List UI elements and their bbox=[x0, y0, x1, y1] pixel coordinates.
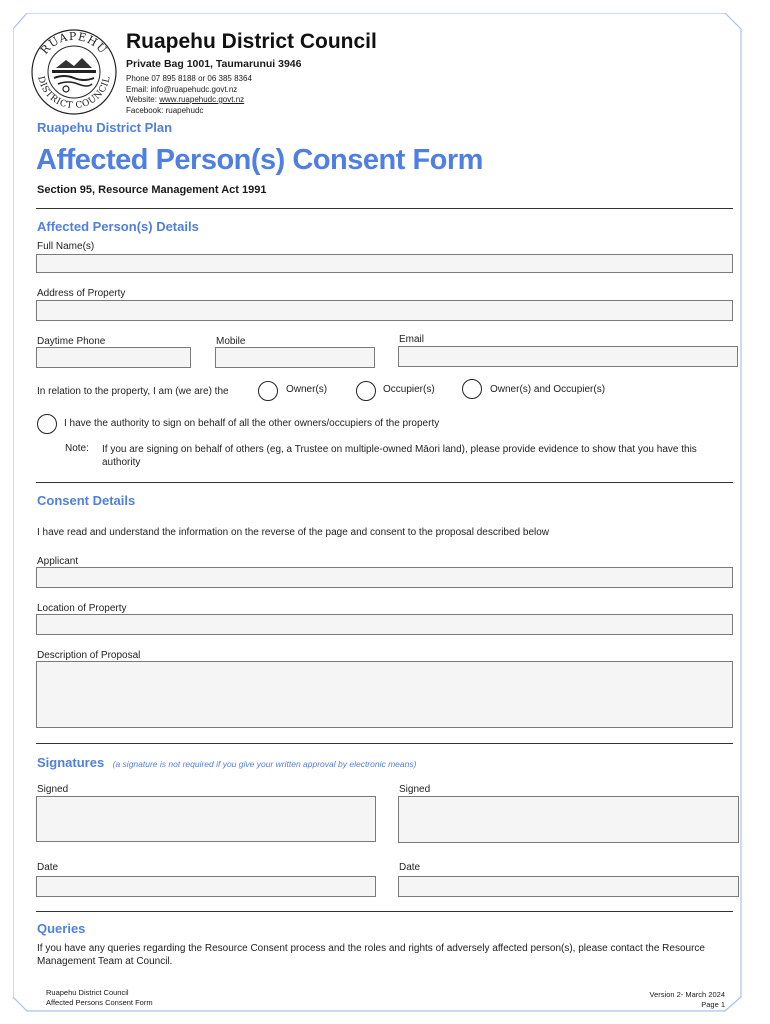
location-input[interactable] bbox=[36, 614, 733, 635]
signatures-heading-row bbox=[37, 754, 416, 772]
owner-and-occupier-label: Owner(s) and Occupier(s) bbox=[490, 384, 606, 395]
queries-text: If you have any queries regarding the Resource Consent process and the roles and rights of adversely affected person(s), please contact the Resource Management Team at Council. bbox=[37, 943, 705, 967]
consent-statement: I have read and understand the information on the reverse of the page and consent to the proposal described below bbox=[37, 527, 550, 538]
divider bbox=[36, 911, 733, 912]
consent-heading: Consent Details bbox=[37, 493, 136, 508]
form-title: Affected Person(s) Consent Form bbox=[36, 144, 483, 176]
daytime-phone-input[interactable] bbox=[36, 347, 191, 368]
note-label: Note: bbox=[65, 443, 89, 454]
signatures-heading: Signatures bbox=[37, 755, 105, 770]
footer-version: Version 2- March 2024 bbox=[649, 990, 725, 999]
email-input[interactable] bbox=[398, 346, 738, 367]
section-reference: Section 95, Resource Management Act 1991 bbox=[37, 184, 267, 196]
mobile-label: Mobile bbox=[216, 336, 246, 347]
signature-box-1[interactable] bbox=[36, 796, 376, 842]
contact-block bbox=[126, 74, 252, 116]
website-prefix: Website: bbox=[126, 95, 160, 104]
signed-label-1: Signed bbox=[37, 784, 69, 795]
svg-text:DISTRICT COUNCIL: DISTRICT COUNCIL bbox=[35, 75, 113, 112]
owner-option-label: Owner(s) bbox=[286, 384, 328, 395]
address-label: Address of Property bbox=[37, 288, 126, 299]
description-label: Description of Proposal bbox=[37, 650, 141, 661]
signed-label-2: Signed bbox=[399, 784, 431, 795]
applicant-label: Applicant bbox=[37, 556, 79, 567]
footer-page: Page 1 bbox=[701, 1000, 725, 1009]
footer-form-name: Affected Persons Consent Form bbox=[46, 998, 153, 1007]
contact-facebook: Facebook: ruapehudc bbox=[126, 105, 204, 115]
website-link[interactable]: www.ruapehudc.govt.nz bbox=[159, 95, 245, 104]
footer-left bbox=[46, 988, 153, 1008]
affected-heading: Affected Person(s) Details bbox=[37, 219, 199, 234]
email-label: Email bbox=[399, 334, 425, 345]
daytime-phone-label: Daytime Phone bbox=[37, 336, 106, 347]
full-names-input[interactable] bbox=[36, 254, 733, 273]
description-textarea[interactable] bbox=[36, 661, 733, 728]
location-label: Location of Property bbox=[37, 603, 127, 614]
owner-and-occupier-radio[interactable] bbox=[462, 379, 482, 399]
authority-radio[interactable] bbox=[37, 414, 57, 434]
date-label-2: Date bbox=[399, 862, 421, 873]
divider bbox=[36, 743, 733, 744]
authority-text: I have the authority to sign on behalf of all the other owners/occupiers of the property bbox=[64, 418, 440, 429]
owner-radio[interactable] bbox=[258, 381, 278, 401]
date-label-1: Date bbox=[37, 862, 59, 873]
divider bbox=[36, 208, 733, 209]
divider bbox=[36, 482, 733, 483]
relation-prefix: In relation to the property, I am (we are) the bbox=[37, 386, 229, 397]
occupier-option-label: Occupier(s) bbox=[383, 384, 435, 395]
applicant-input[interactable] bbox=[36, 567, 733, 588]
council-name: Ruapehu District Council bbox=[126, 30, 377, 53]
plan-label: Ruapehu District Plan bbox=[37, 120, 173, 135]
footer-right bbox=[650, 990, 725, 1010]
address-input[interactable] bbox=[36, 300, 733, 321]
note-text: If you are signing on behalf of others (eg, a Trustee on multiple-owned Māori land), please provide evidence to show that you have this authority bbox=[102, 444, 697, 468]
council-logo bbox=[30, 28, 118, 116]
date-input-1[interactable] bbox=[36, 876, 376, 897]
contact-website bbox=[126, 95, 252, 106]
contact-email: Email: info@ruapehudc.govt.nz bbox=[126, 84, 238, 94]
svg-text:RUAPEHU: RUAPEHU bbox=[38, 29, 110, 57]
queries-heading: Queries bbox=[37, 921, 86, 936]
signature-box-2[interactable] bbox=[398, 796, 739, 843]
full-names-label: Full Name(s) bbox=[37, 241, 95, 252]
signatures-subnote: (a signature is not required if you give your written approval by electronic means) bbox=[112, 759, 417, 769]
contact-phone: Phone 07 895 8188 or 06 385 8364 bbox=[126, 74, 252, 83]
occupier-radio[interactable] bbox=[356, 381, 376, 401]
footer-council: Ruapehu District Council bbox=[46, 988, 129, 997]
mobile-input[interactable] bbox=[215, 347, 375, 368]
council-address: Private Bag 1001, Taumarunui 3946 bbox=[126, 58, 302, 70]
date-input-2[interactable] bbox=[398, 876, 739, 897]
